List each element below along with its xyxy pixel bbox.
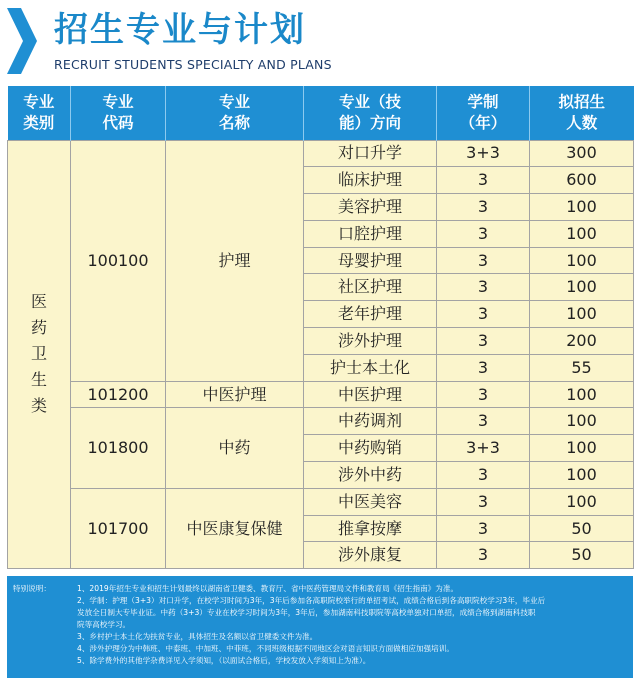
header-name: 专业 名称 <box>166 86 304 140</box>
specialty-code-cell: 101800 <box>71 408 166 488</box>
enrollment-count-cell: 100 <box>530 462 634 489</box>
years-cell: 3+3 <box>437 140 530 167</box>
enrollment-count-cell: 100 <box>530 274 634 301</box>
years-cell: 3 <box>437 220 530 247</box>
enrollment-count-cell: 50 <box>530 515 634 542</box>
header-direction: 专业（技 能）方向 <box>304 86 437 140</box>
direction-cell: 护士本土化 <box>304 354 437 381</box>
direction-cell: 美容护理 <box>304 194 437 221</box>
direction-cell: 中药调剂 <box>304 408 437 435</box>
direction-cell: 老年护理 <box>304 301 437 328</box>
years-cell: 3 <box>437 194 530 221</box>
enrollment-count-cell: 100 <box>530 301 634 328</box>
note-line: 1、2019年招生专业和招生计划最终以湖南省卫健委、教育厅、省中医药管理局文件和教育局《招生指南》为准。 <box>77 584 459 593</box>
enrollment-count-cell: 300 <box>530 140 634 167</box>
page-header <box>0 0 640 82</box>
header-years: 学制 （年） <box>437 86 530 140</box>
note-line: 发放全日制大专毕业证。中药（3+3）专业在校学习时间为3年，3年后，参加湖南科技职院等高校单独对口单招，成绩合格到湖南科技职 <box>77 608 536 617</box>
header-enrollment: 拟招生 人数 <box>530 86 634 140</box>
note-line: 2、学制：护理（3+3）对口升学，在校学习时间为3年，3年后参加各高职院校举行的单招考试，成绩合格后到各高职院校学习3年，毕业后 <box>77 596 546 605</box>
years-cell: 3 <box>437 274 530 301</box>
note-line: 5、除学费外的其他学杂费详见入学须知，（以面试合格后，学校发放入学须知上为准）。 <box>77 656 371 665</box>
chevron-right-icon <box>7 8 37 74</box>
header-category: 专业 类别 <box>8 86 71 140</box>
years-cell: 3 <box>437 462 530 489</box>
enrollment-count-cell: 600 <box>530 167 634 194</box>
header-code: 专业 代码 <box>71 86 166 140</box>
years-cell: 3 <box>437 408 530 435</box>
admissions-table-container <box>7 86 633 569</box>
direction-cell: 对口升学 <box>304 140 437 167</box>
specialty-name-cell: 中医康复保健 <box>166 488 304 568</box>
page-title: 招生专业与计划 <box>54 10 306 50</box>
enrollment-count-cell: 100 <box>530 435 634 462</box>
direction-cell: 社区护理 <box>304 274 437 301</box>
specialty-name-cell: 护理 <box>166 140 304 381</box>
enrollment-count-cell: 55 <box>530 354 634 381</box>
direction-cell: 推拿按摩 <box>304 515 437 542</box>
notes-lines <box>77 583 625 667</box>
table-row <box>8 140 634 167</box>
direction-cell: 口腔护理 <box>304 220 437 247</box>
enrollment-count-cell: 100 <box>530 488 634 515</box>
table-row <box>8 408 634 435</box>
years-cell: 3 <box>437 301 530 328</box>
notes-panel <box>7 576 633 678</box>
direction-cell: 中医护理 <box>304 381 437 408</box>
direction-cell: 中医美容 <box>304 488 437 515</box>
specialty-code-cell: 100100 <box>71 140 166 381</box>
specialty-code-cell: 101200 <box>71 381 166 408</box>
years-cell: 3+3 <box>437 435 530 462</box>
enrollment-count-cell: 200 <box>530 328 634 355</box>
years-cell: 3 <box>437 515 530 542</box>
table-header-row <box>8 86 634 140</box>
category-cell: 医药卫生类 <box>8 140 71 569</box>
years-cell: 3 <box>437 247 530 274</box>
table-body <box>8 140 634 569</box>
specialty-name-cell: 中医护理 <box>166 381 304 408</box>
years-cell: 3 <box>437 542 530 569</box>
note-line: 4、涉外护理分为中韩班、中泰班、中加班、中菲班，不同班级根据不同地区会对语言知识方面做相应加强培训。 <box>77 644 454 653</box>
direction-cell: 中药购销 <box>304 435 437 462</box>
direction-cell: 临床护理 <box>304 167 437 194</box>
enrollment-count-cell: 100 <box>530 247 634 274</box>
years-cell: 3 <box>437 381 530 408</box>
years-cell: 3 <box>437 354 530 381</box>
note-line: 3、乡村护士本土化为扶贫专业，具体招生及名额以省卫健委文件为准。 <box>77 632 318 641</box>
admissions-table <box>7 86 634 569</box>
enrollment-count-cell: 100 <box>530 194 634 221</box>
table-row <box>8 381 634 408</box>
enrollment-count-cell: 100 <box>530 408 634 435</box>
enrollment-count-cell: 50 <box>530 542 634 569</box>
specialty-name-cell: 中药 <box>166 408 304 488</box>
notes-label: 特别说明： <box>13 584 51 593</box>
direction-cell: 涉外护理 <box>304 328 437 355</box>
years-cell: 3 <box>437 488 530 515</box>
table-row <box>8 488 634 515</box>
years-cell: 3 <box>437 328 530 355</box>
enrollment-count-cell: 100 <box>530 220 634 247</box>
direction-cell: 涉外中药 <box>304 462 437 489</box>
direction-cell: 母婴护理 <box>304 247 437 274</box>
page-subtitle: RECRUIT STUDENTS SPECIALTY AND PLANS <box>54 57 332 72</box>
specialty-code-cell: 101700 <box>71 488 166 568</box>
note-line: 院等高校学习。 <box>77 620 131 629</box>
enrollment-count-cell: 100 <box>530 381 634 408</box>
direction-cell: 涉外康复 <box>304 542 437 569</box>
years-cell: 3 <box>437 167 530 194</box>
